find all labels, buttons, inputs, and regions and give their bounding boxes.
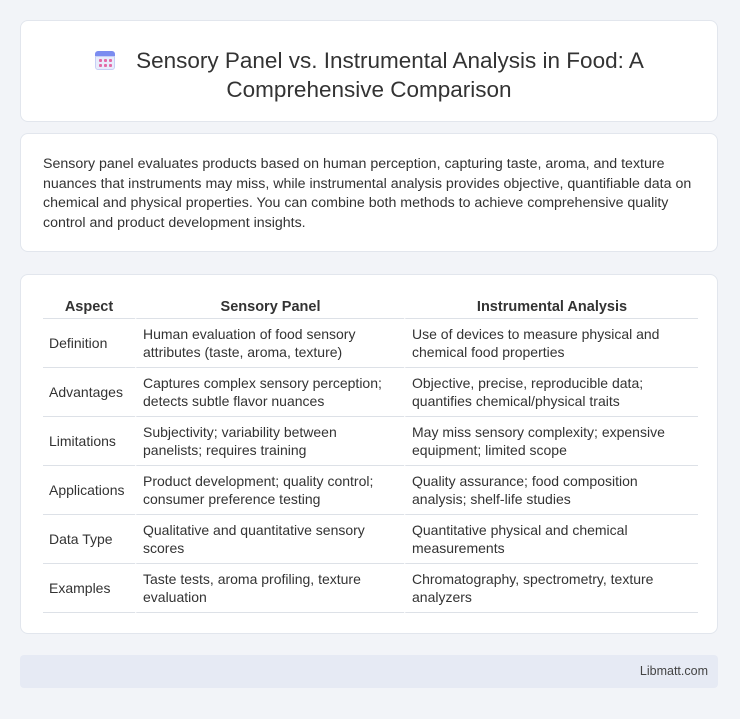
table-row <box>43 466 698 515</box>
row-sensory: Qualitative and quantitative sensory scores <box>135 515 404 564</box>
row-instrumental: Objective, precise, reproducible data; quantifies chemical/physical traits <box>404 368 698 417</box>
comparison-card <box>20 274 718 634</box>
footer <box>20 655 718 688</box>
comparison-table <box>43 296 698 613</box>
row-aspect: Advantages <box>43 368 135 417</box>
row-sensory: Taste tests, aroma profiling, texture evaluation <box>135 564 404 613</box>
row-sensory: Captures complex sensory perception; detects subtle flavor nuances <box>135 368 404 417</box>
row-instrumental: May miss sensory complexity; expensive equipment; limited scope <box>404 417 698 466</box>
footer-brand-link[interactable]: Libmatt.com <box>639 664 708 678</box>
table-row <box>43 368 698 417</box>
row-instrumental: Quality assurance; food composition analysis; shelf-life studies <box>404 466 698 515</box>
row-instrumental: Chromatography, spectrometry, texture analyzers <box>404 564 698 613</box>
table-row <box>43 319 698 368</box>
intro-paragraph: Sensory panel evaluates products based on human perception, capturing taste, aroma, and texture nuances that instruments may miss, while instrumental analysis provides objective, quantifiable data on chemical and physical properties. You can combine both methods to achieve comprehensive quality control and product development insights. <box>43 156 692 231</box>
table-header-row <box>43 296 698 319</box>
row-aspect: Definition <box>43 319 135 368</box>
page-title <box>21 46 717 104</box>
row-sensory: Product development; quality control; consumer preference testing <box>135 466 404 515</box>
row-aspect: Applications <box>43 466 135 515</box>
title-card <box>20 20 718 122</box>
row-aspect: Limitations <box>43 417 135 466</box>
row-sensory: Subjectivity; variability between panelists; requires training <box>135 417 404 466</box>
header-aspect: Aspect <box>43 296 135 319</box>
row-aspect: Data Type <box>43 515 135 564</box>
row-instrumental: Quantitative physical and chemical measurements <box>404 515 698 564</box>
table-row <box>43 417 698 466</box>
title-line-1: Sensory Panel vs. Instrumental Analysis in Food: A <box>136 48 644 73</box>
header-sensory-panel: Sensory Panel <box>135 296 404 319</box>
table-row <box>43 515 698 564</box>
title-line-2: Comprehensive Comparison <box>226 77 512 102</box>
table-row <box>43 564 698 613</box>
calendar-icon <box>94 49 116 71</box>
intro-card <box>20 133 718 252</box>
row-aspect: Examples <box>43 564 135 613</box>
header-instrumental-analysis: Instrumental Analysis <box>404 296 698 319</box>
row-sensory: Human evaluation of food sensory attributes (taste, aroma, texture) <box>135 319 404 368</box>
row-instrumental: Use of devices to measure physical and chemical food properties <box>404 319 698 368</box>
